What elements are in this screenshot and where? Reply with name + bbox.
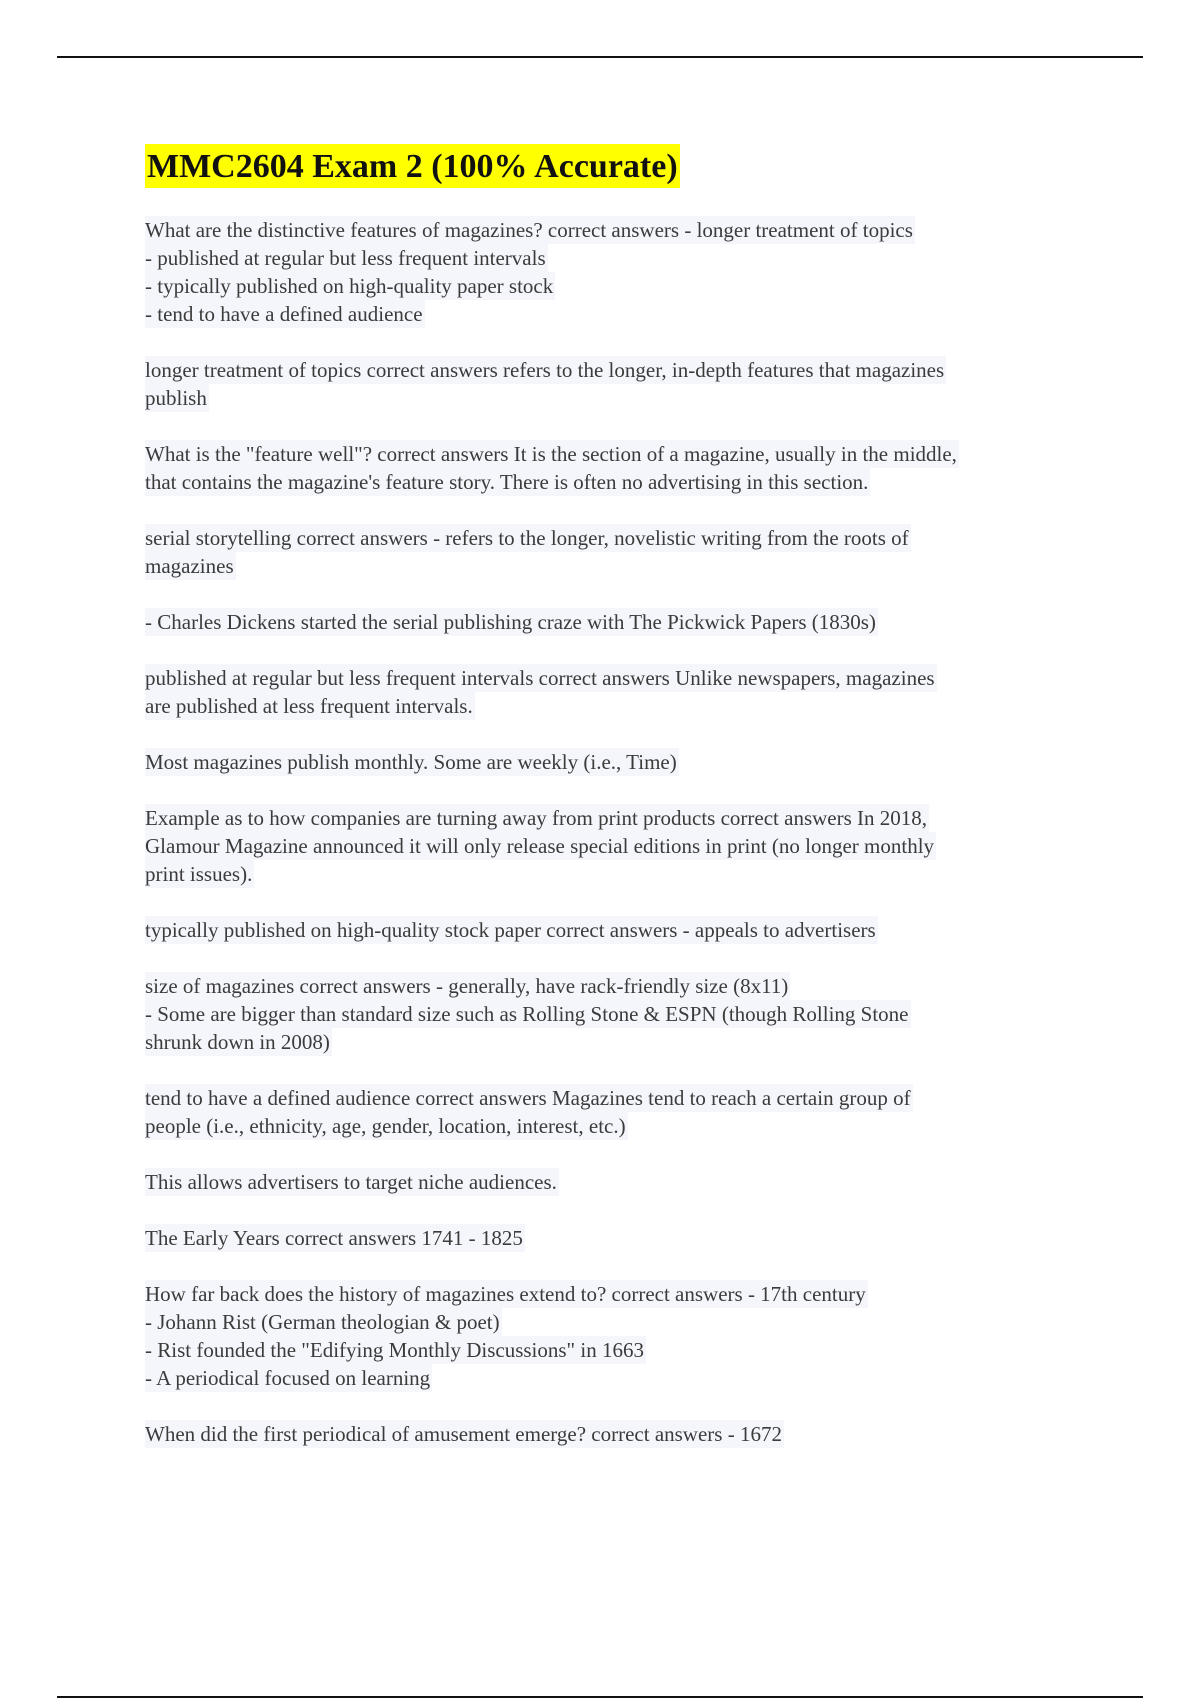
paragraph-line: - Johann Rist (German theologian & poet) xyxy=(145,1310,500,1334)
paragraph-line: longer treatment of topics correct answers refers to the longer, in-depth features that magazines xyxy=(145,358,945,382)
document-body xyxy=(145,144,1090,1476)
paragraph-line: shrunk down in 2008) xyxy=(145,1030,330,1054)
qa-paragraph xyxy=(145,748,1090,776)
paragraph-line: What is the "feature well"? correct answers It is the section of a magazine, usually in the middle, xyxy=(145,442,957,466)
top-rule xyxy=(57,56,1143,58)
paragraph-line: size of magazines correct answers - generally, have rack-friendly size (8x11) xyxy=(145,974,789,998)
paragraph-line: - A periodical focused on learning xyxy=(145,1366,431,1390)
paragraph-line: - tend to have a defined audience xyxy=(145,302,423,326)
paragraph-line: serial storytelling correct answers - refers to the longer, novelistic writing from the roots of xyxy=(145,526,909,550)
qa-paragraph xyxy=(145,972,1090,1056)
paragraph-line: typically published on high-quality stock paper correct answers - appeals to advertisers xyxy=(145,918,876,942)
qa-paragraph xyxy=(145,1280,1090,1392)
paragraph-line: people (i.e., ethnicity, age, gender, location, interest, etc.) xyxy=(145,1114,626,1138)
qa-paragraph xyxy=(145,1084,1090,1140)
qa-paragraph xyxy=(145,1168,1090,1196)
paragraph-line: - published at regular but less frequent intervals xyxy=(145,246,546,270)
qa-list xyxy=(145,216,1090,1448)
paragraph-line: are published at less frequent intervals. xyxy=(145,694,473,718)
paragraph-line: tend to have a defined audience correct answers Magazines tend to reach a certain group of xyxy=(145,1086,911,1110)
qa-paragraph xyxy=(145,804,1090,888)
paragraph-line: What are the distinctive features of magazines? correct answers - longer treatment of topics xyxy=(145,218,913,242)
qa-paragraph xyxy=(145,1420,1090,1448)
paragraph-line: - typically published on high-quality paper stock xyxy=(145,274,554,298)
paragraph-line: - Charles Dickens started the serial publishing craze with The Pickwick Papers (1830s) xyxy=(145,610,876,634)
paragraph-line: When did the first periodical of amusement emerge? correct answers - 1672 xyxy=(145,1422,782,1446)
qa-paragraph xyxy=(145,524,1090,580)
qa-paragraph xyxy=(145,1224,1090,1252)
paragraph-line: This allows advertisers to target niche audiences. xyxy=(145,1170,557,1194)
document-title: MMC2604 Exam 2 (100% Accurate) xyxy=(145,144,680,188)
bottom-rule xyxy=(57,1696,1143,1698)
qa-paragraph xyxy=(145,216,1090,328)
paragraph-line: The Early Years correct answers 1741 - 1825 xyxy=(145,1226,523,1250)
paragraph-line: publish xyxy=(145,386,207,410)
qa-paragraph xyxy=(145,664,1090,720)
qa-paragraph xyxy=(145,356,1090,412)
paragraph-line: that contains the magazine's feature story. There is often no advertising in this section. xyxy=(145,470,869,494)
qa-paragraph xyxy=(145,916,1090,944)
paragraph-line: Example as to how companies are turning away from print products correct answers In 2018, xyxy=(145,806,928,830)
paragraph-line: - Rist founded the "Edifying Monthly Discussions" in 1663 xyxy=(145,1338,644,1362)
qa-paragraph xyxy=(145,440,1090,496)
paragraph-line: Most magazines publish monthly. Some are weekly (i.e., Time) xyxy=(145,750,677,774)
paragraph-line: - Some are bigger than standard size such as Rolling Stone & ESPN (though Rolling Stone xyxy=(145,1002,909,1026)
paragraph-line: print issues). xyxy=(145,862,253,886)
qa-paragraph xyxy=(145,608,1090,636)
paragraph-line: published at regular but less frequent intervals correct answers Unlike newspapers, magazines xyxy=(145,666,935,690)
paragraph-line: magazines xyxy=(145,554,234,578)
paragraph-line: Glamour Magazine announced it will only release special editions in print (no longer monthly xyxy=(145,834,935,858)
paragraph-line: How far back does the history of magazines extend to? correct answers - 17th century xyxy=(145,1282,866,1306)
